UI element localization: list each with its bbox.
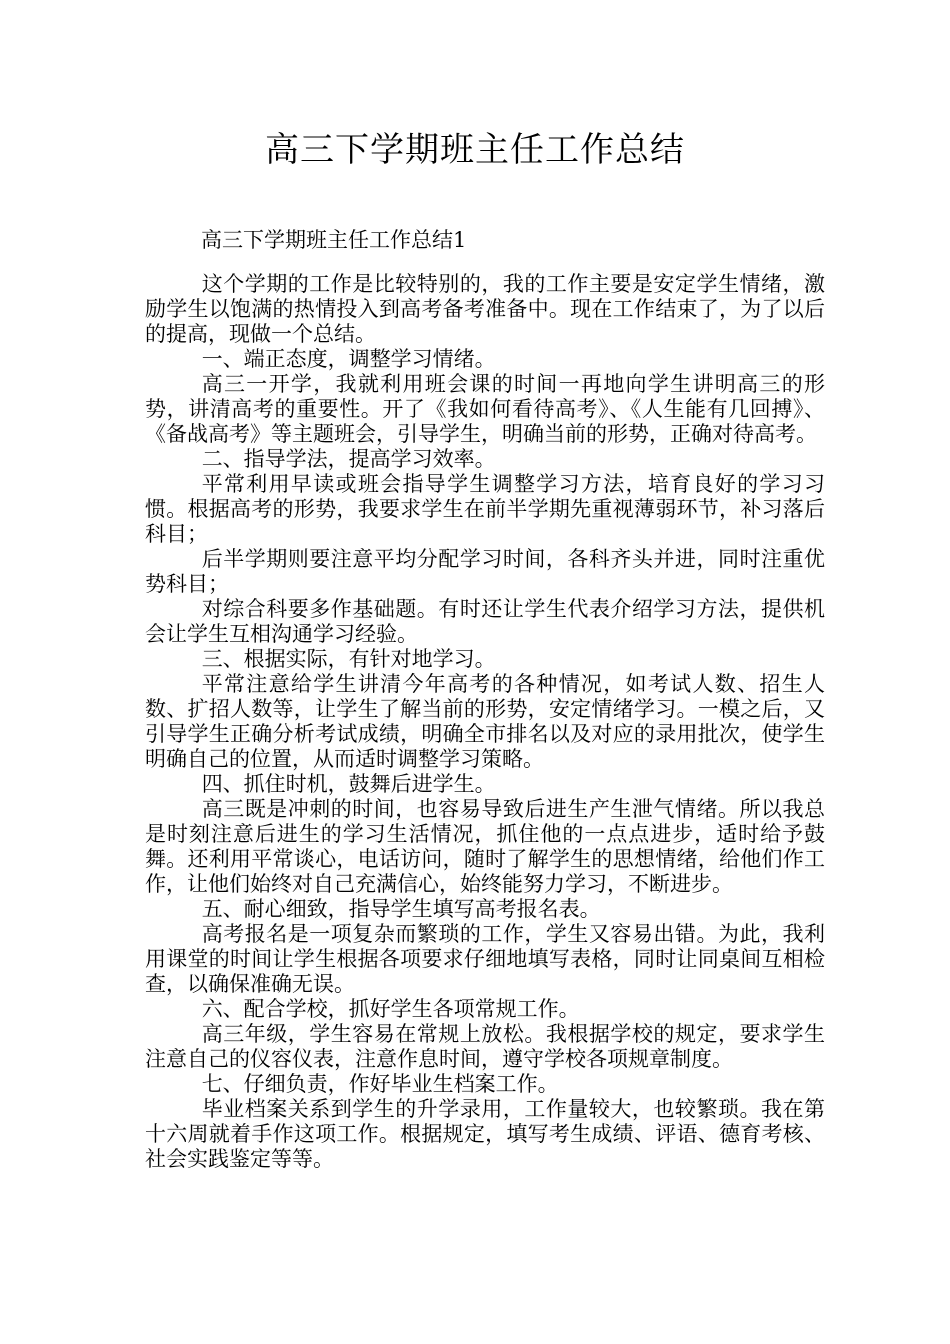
document-subtitle: 高三下学期班主任工作总结1 — [201, 228, 467, 252]
paragraph-section-2b: 后半学期则要注意平均分配学习时间，各科齐头并进，同时注重优势科目； — [145, 547, 825, 596]
paragraph-section-5: 高考报名是一项复杂而繁琐的工作，学生又容易出错。为此，我利用课堂的时间让学生根据各项要求仔细地填写表格，同时让同桌间互相检查，以确保准确无误。 — [145, 922, 825, 996]
paragraph-section-4: 高三既是冲刺的时间，也容易导致后进生产生泄气情绪。所以我总是时刻注意后进生的学习生活情况，抓住他的一点点进步，适时给予鼓舞。还利用平常谈心，电话访问，随时了解学生的思想情绪，给他们作工作，让他们始终对自己充满信心，始终能努力学习，不断进步。 — [145, 797, 825, 896]
heading-section-1: 一、端正态度，调整学习情绪。 — [201, 347, 496, 371]
document-title: 高三下学期班主任工作总结 — [265, 130, 685, 170]
paragraph-section-3: 平常注意给学生讲清今年高考的各种情况，如考试人数、招生人数、扩招人数等，让学生了解当前的形势，安定情绪学习。一模之后，又引导学生正确分析考试成绩，明确全市排名以及对应的录用批次，使学生明确自己的位置，从而适时调整学习策略。 — [145, 672, 825, 771]
paragraph-section-1: 高三一开学，我就利用班会课的时间一再地向学生讲明高三的形势，讲清高考的重要性。开了《我如何看待高考》、《人生能有几回搏》、《备战高考》等主题班会，引导学生，明确当前的形势，正确对待高考。 — [145, 372, 825, 446]
paragraph-intro: 这个学期的工作是比较特别的，我的工作主要是安定学生情绪，激励学生以饱满的热情投入到高考备考准备中。现在工作结束了，为了以后的提高，现做一个总结。 — [145, 272, 825, 346]
paragraph-section-2c: 对综合科要多作基础题。有时还让学生代表介绍学习方法，提供机会让学生互相沟通学习经验。 — [145, 597, 825, 646]
paragraph-section-7: 毕业档案关系到学生的升学录用，工作量较大，也较繁琐。我在第十六周就着手作这项工作。根据规定，填写考生成绩、评语、德育考核、社会实践鉴定等等。 — [145, 1097, 825, 1171]
heading-section-2: 二、指导学法，提高学习效率。 — [201, 447, 496, 471]
heading-section-7: 七、仔细负责，作好毕业生档案工作。 — [201, 1072, 559, 1096]
heading-section-3: 三、根据实际，有针对地学习。 — [201, 647, 496, 671]
heading-section-4: 四、抓住时机，鼓舞后进学生。 — [201, 772, 496, 796]
paragraph-section-6: 高三年级，学生容易在常规上放松。我根据学校的规定，要求学生注意自己的仪容仪表，注意作息时间，遵守学校各项规章制度。 — [145, 1022, 825, 1071]
paragraph-section-2a: 平常利用早读或班会指导学生调整学习方法，培育良好的学习习惯。根据高考的形势，我要求学生在前半学期先重视薄弱环节，补习落后科目； — [145, 472, 825, 546]
heading-section-5: 五、耐心细致，指导学生填写高考报名表。 — [201, 897, 601, 921]
document-body — [145, 272, 825, 1172]
heading-section-6: 六、配合学校，抓好学生各项常规工作。 — [201, 997, 580, 1021]
